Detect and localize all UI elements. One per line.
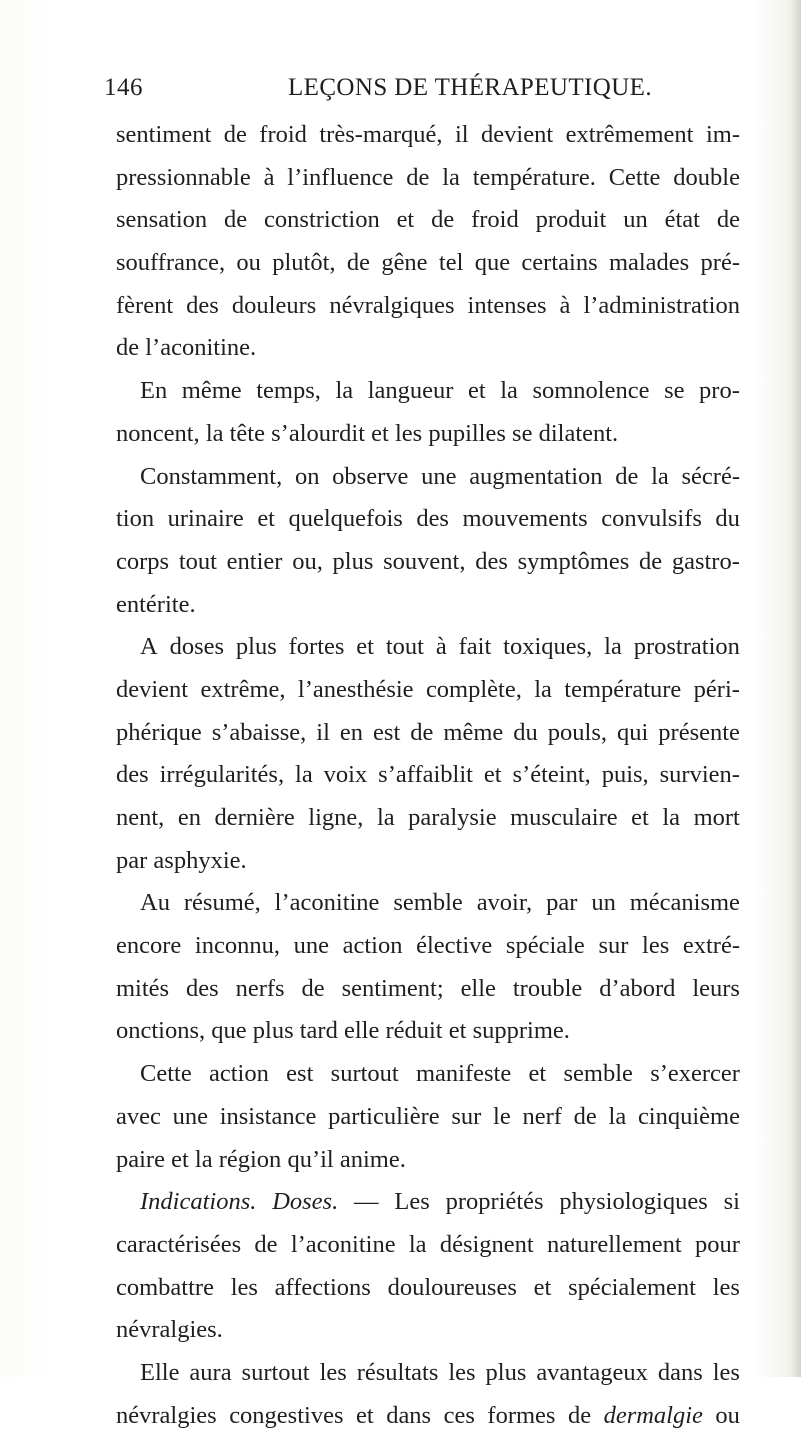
text-line: Indications. Doses. — Les propriétés physiologiques si	[140, 1188, 740, 1216]
text-line: Elle aura surtout les résultats les plus avantageux dans les	[140, 1358, 740, 1386]
text-line: sentiment de froid très-marqué, il devient extrêmement im-	[116, 121, 740, 148]
text-line: entérite.	[116, 590, 196, 618]
text-line: phérique s’abaisse, il en est de même du pouls, qui présente	[116, 718, 740, 746]
text-line: par asphyxie.	[116, 846, 247, 874]
body-text	[116, 114, 740, 1437]
text-line: noncent, la tête s’alourdit et les pupilles se dilatent.	[116, 419, 619, 447]
text-line: A doses plus fortes et tout à fait toxiques, la prostration	[140, 633, 740, 661]
text-line: tion urinaire et quelquefois des mouvements convulsifs du	[116, 505, 740, 533]
text-line: mités des nerfs de sentiment; elle trouble d’abord leurs	[116, 974, 740, 1002]
text-line: pressionnable à l’influence de la température. Cette double	[116, 163, 740, 191]
text-line: combattre les affections douloureuses et spécialement les	[116, 1273, 740, 1301]
text-line: onctions, que plus tard elle réduit et supprime.	[116, 1017, 570, 1045]
text-line: En même temps, la langueur et la somnolence se pro-	[140, 377, 740, 405]
page-header	[104, 74, 744, 110]
page-edge-shadow	[791, 0, 801, 1377]
text-line: Cette action est surtout manifeste et semble s’exercer	[140, 1060, 740, 1088]
text-line: souffrance, ou plutôt, de gêne tel que certains malades pré-	[116, 249, 740, 277]
text-line: des irrégularités, la voix s’affaiblit et s’éteint, puis, survien-	[116, 761, 740, 789]
text-line: fèrent des douleurs névralgiques intenses à l’administration	[116, 291, 740, 319]
page-number: 146	[104, 74, 143, 101]
text-line: devient extrême, l’anesthésie complète, la température péri-	[116, 675, 740, 703]
text-line: sensation de constriction et de froid produit un état de	[116, 206, 740, 234]
text-line: avec une insistance particulière sur le nerf de la cinquième	[116, 1102, 740, 1130]
text-line: Au résumé, l’aconitine semble avoir, par un mécanisme	[140, 889, 740, 917]
running-title: LEÇONS DE THÉRAPEUTIQUE.	[288, 74, 652, 101]
text-line: Constamment, on observe une augmentation de la sécré-	[140, 462, 740, 490]
text-line: de l’aconitine.	[116, 334, 257, 362]
text-line: névralgies.	[116, 1316, 223, 1344]
text-line: caractérisées de l’aconitine la désignent naturellement pour	[116, 1230, 740, 1258]
text-line: encore inconnu, une action élective spéciale sur les extré-	[116, 932, 740, 960]
text-line: nent, en dernière ligne, la paralysie musculaire et la mort	[116, 804, 740, 831]
text-line: corps tout entier ou, plus souvent, des symptômes de gastro-	[116, 547, 740, 575]
text-line: névralgies congestives et dans ces formes de dermalgie ou	[116, 1401, 740, 1429]
text-line: paire et la région qu’il anime.	[116, 1145, 406, 1173]
